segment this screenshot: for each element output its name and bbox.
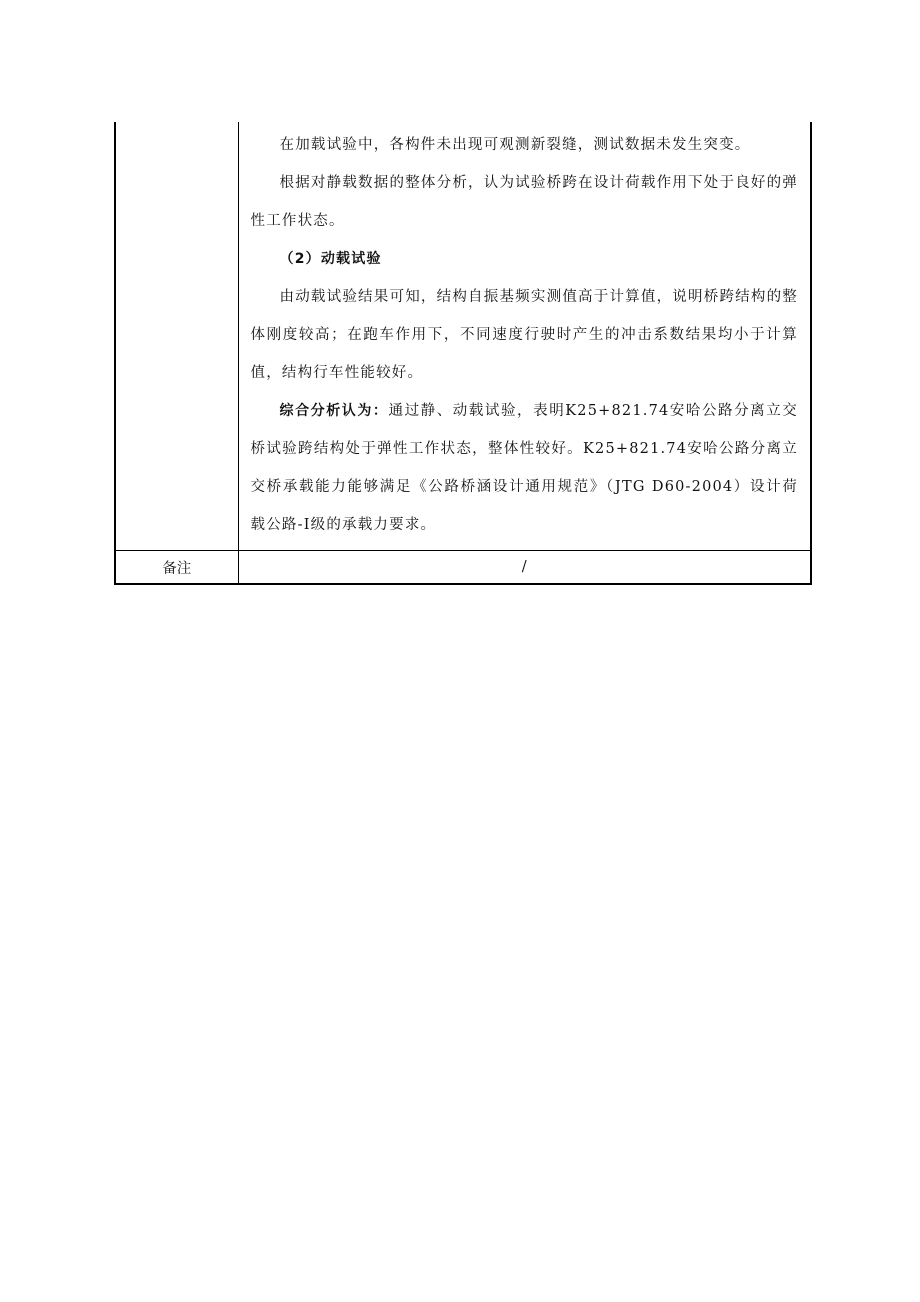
- static-analysis-paragraph: 根据对静载数据的整体分析，认为试验桥跨在设计荷载作用下处于良好的弹性工作状态。: [250, 175, 798, 229]
- summary-text: 通过静、动载试验，表明K25+821.74安哈公路分离立交桥试验跨结构处于弹性工作状态，整体性较好。K25+821.74安哈公路分离立交桥承载能力能够满足《公路桥涵设计通用规范》（JTG D60-2004）设计荷载公路-Ⅰ级的承载力要求。: [250, 403, 799, 533]
- load-test-paragraph: 在加载试验中，各构件未出现可观测新裂缝，测试数据未发生突变。: [279, 137, 751, 153]
- conclusion-content-cell: [238, 122, 811, 551]
- remarks-value: /: [238, 551, 811, 585]
- conclusion-row: [115, 122, 811, 551]
- summary-lead: 综合分析认为：: [279, 403, 389, 419]
- summary-paragraph: [251, 392, 799, 544]
- dynamic-test-heading: （2）动载试验: [279, 251, 382, 267]
- report-table: [114, 122, 812, 585]
- dynamic-test-paragraph: 由动载试验结果可知，结构自振基频实测值高于计算值，说明桥跨结构的整体刚度较高；在跑车作用下，不同速度行驶时产生的冲击系数结果均小于计算值，结构行车性能较好。: [250, 289, 798, 381]
- conclusion-label-cell: [115, 122, 238, 551]
- remarks-label: 备注: [115, 551, 238, 585]
- remarks-row: [115, 551, 811, 585]
